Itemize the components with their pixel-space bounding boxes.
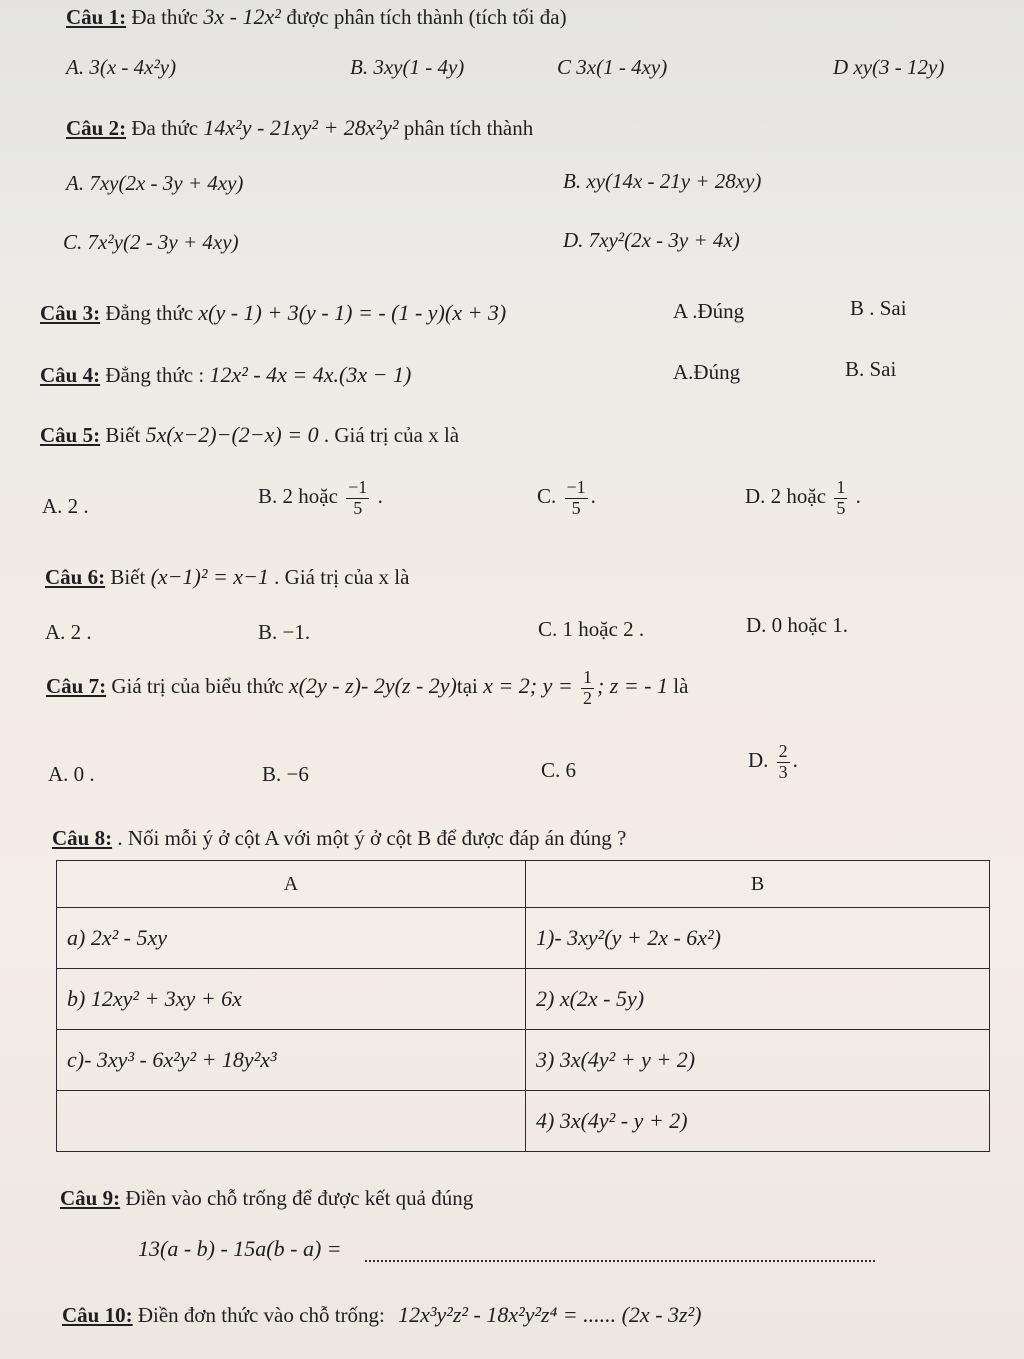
question-8-label: Câu 8: [52, 826, 113, 850]
q6-option-d: D. 0 hoặc 1. [746, 613, 849, 637]
answer-blank[interactable] [365, 1259, 875, 1262]
column-a-cell: a) 2x² - 5xy [57, 908, 526, 969]
question-6 [45, 564, 409, 590]
fraction-numerator: 1 [582, 667, 592, 687]
column-a-header: A [57, 861, 526, 908]
fraction-denominator: 5 [571, 497, 581, 518]
question-9-expression: 13(a - b) - 15a(b - a) = [138, 1236, 342, 1261]
column-a-cell: b) 12xy² + 3xy + 6x [57, 969, 526, 1030]
question-7-expression: x(2y - z)- 2y(z - 2y) [288, 673, 457, 699]
q7-option-b: B. −6 [262, 762, 309, 786]
q3-option-b: B . Sai [850, 296, 907, 320]
question-6-tail: . Giá trị của x là [274, 565, 410, 589]
q2-option-c: C. 7x²y(2 - 3y + 4xy) [63, 230, 239, 254]
q7-option-d-text: D. [748, 748, 769, 773]
question-7-text: Giá trị của biểu thức [111, 674, 284, 699]
q5-option-d-text: D. 2 hoặc [745, 484, 827, 509]
question-7-tail: là [673, 674, 689, 699]
fraction-denominator: 5 [836, 497, 846, 518]
question-1-expression: 3x - 12x² [203, 4, 287, 29]
question-9 [60, 1186, 473, 1211]
table-row [57, 1030, 990, 1091]
table-row [57, 908, 990, 969]
column-b-header: B [526, 861, 990, 908]
question-9-label: Câu 9: [60, 1186, 121, 1210]
question-7-condition-z: ; z = - 1 [596, 673, 668, 699]
question-5-tail: . Giá trị của x là [323, 423, 460, 447]
column-b-cell: 3) 3x(4y² + y + 2) [526, 1030, 990, 1091]
question-6-expression: (x−1)² = x−1 [150, 564, 269, 589]
column-a-cell: c)- 3xy³ - 6x²y² + 18y²x³ [57, 1030, 526, 1091]
q5-option-a: A. 2 . [42, 494, 89, 518]
q1-option-a: A. 3(x - 4x²y) [66, 55, 177, 79]
question-2 [66, 115, 533, 141]
q5-option-c: C. $\frac{-1}{5}$ . [537, 477, 596, 518]
question-1-text: Đa thức [131, 5, 199, 29]
q6-option-a: A. 2 . [45, 620, 92, 644]
q7-option-a: A. 0 . [48, 762, 95, 786]
column-b-cell: 1)- 3xy²(y + 2x - 6x²) [526, 908, 990, 969]
fraction-denominator: 2 [582, 687, 592, 708]
question-5 [40, 422, 459, 448]
q5-option-c-text: C. [537, 484, 557, 509]
matching-table [56, 860, 990, 1152]
question-7 [46, 668, 688, 709]
q5-option-d-fraction [834, 478, 847, 519]
question-4-text: Đẳng thức : [105, 363, 205, 387]
question-7-label: Câu 7: [46, 674, 107, 699]
question-1 [66, 4, 567, 30]
question-2-tail: phân tích thành [403, 116, 534, 140]
q3-option-a: A .Đúng [673, 299, 745, 323]
column-b-cell: 2) x(2x - 5y) [526, 969, 990, 1030]
question-3-text: Đẳng thức [105, 301, 194, 325]
q5-option-c-fraction [565, 478, 588, 519]
question-7-y-fraction [581, 668, 594, 709]
question-4-expression: 12x² - 4x = 4x.(3x − 1) [209, 362, 412, 387]
q4-option-a: A.Đúng [673, 360, 741, 384]
question-8 [52, 826, 626, 851]
q5-option-b: B. 2 hoặc $\frac{-1}{5}$ . [258, 477, 383, 518]
q4-option-b: B. Sai [845, 357, 897, 381]
question-10-label: Câu 10: [62, 1303, 133, 1327]
q5-option-d: D. 2 hoặc $\frac{1}{5}$ . [745, 477, 861, 518]
question-3 [40, 300, 506, 326]
q2-option-a: A. 7xy(2x - 3y + 4xy) [66, 171, 244, 195]
fraction-numerator: 2 [778, 741, 788, 761]
fraction-denominator: 5 [353, 497, 363, 518]
question-2-text: Đa thức [131, 116, 199, 140]
q7-option-d-fraction [777, 742, 790, 783]
q6-option-c: C. 1 hoặc 2 . [538, 617, 645, 641]
question-10 [62, 1302, 702, 1328]
q5-option-b-fraction [346, 478, 369, 519]
table-header-row [57, 861, 990, 908]
fraction-denominator: 3 [778, 761, 788, 782]
question-3-expression: x(y - 1) + 3(y - 1) = - (1 - y)(x + 3) [198, 300, 507, 325]
question-4-label: Câu 4: [40, 363, 101, 387]
q1-option-c: C 3x(1 - 4xy) [557, 55, 668, 79]
q2-option-b: B. xy(14x - 21y + 28xy) [563, 169, 762, 193]
question-9-equation [138, 1236, 875, 1262]
question-7-condition-x-y: x = 2; y = [483, 673, 573, 699]
question-5-label: Câu 5: [40, 423, 101, 447]
question-10-expression: 12x³y²z² - 18x²y²z⁴ = ...... (2x - 3z²) [398, 1302, 702, 1327]
q7-option-c: C. 6 [541, 758, 577, 782]
question-7-mid: tại [456, 674, 478, 699]
fraction-numerator: 1 [836, 477, 846, 497]
question-5-expression: 5x(x−2)−(2−x) = 0 [145, 422, 319, 447]
question-9-text: Điền vào chỗ trống để được kết quả đúng [125, 1186, 474, 1210]
question-2-expression: 14x²y - 21xy² + 28x²y² [203, 115, 399, 140]
q1-option-d: D xy(3 - 12y) [833, 55, 945, 79]
question-5-text: Biết [105, 423, 141, 447]
question-10-text: Điền đơn thức vào chỗ trống: [137, 1303, 385, 1327]
question-6-label: Câu 6: [45, 565, 106, 589]
table-row [57, 969, 990, 1030]
q2-option-d: D. 7xy²(2x - 3y + 4x) [563, 228, 740, 252]
q1-option-b: B. 3xy(1 - 4y) [350, 55, 465, 79]
question-6-text: Biết [110, 565, 146, 589]
question-1-tail: được phân tích thành (tích tối đa) [286, 5, 567, 29]
column-b-cell: 4) 3x(4y² - y + 2) [526, 1091, 990, 1152]
fraction-numerator: −1 [348, 477, 368, 497]
q5-option-b-text: B. 2 hoặc [258, 484, 338, 509]
question-8-text: . Nối mỗi ý ở cột A với một ý ở cột B để được đáp án đúng ? [117, 826, 627, 850]
question-4 [40, 362, 411, 388]
q6-option-b: B. −1. [258, 620, 311, 644]
column-a-cell [57, 1091, 526, 1152]
fraction-numerator: −1 [566, 477, 586, 497]
question-2-label: Câu 2: [66, 116, 127, 140]
question-3-label: Câu 3: [40, 301, 101, 325]
q7-option-d: D. $\frac{2}{3}$ . [748, 741, 798, 782]
table-row [57, 1091, 990, 1152]
question-1-label: Câu 1: [66, 5, 127, 29]
